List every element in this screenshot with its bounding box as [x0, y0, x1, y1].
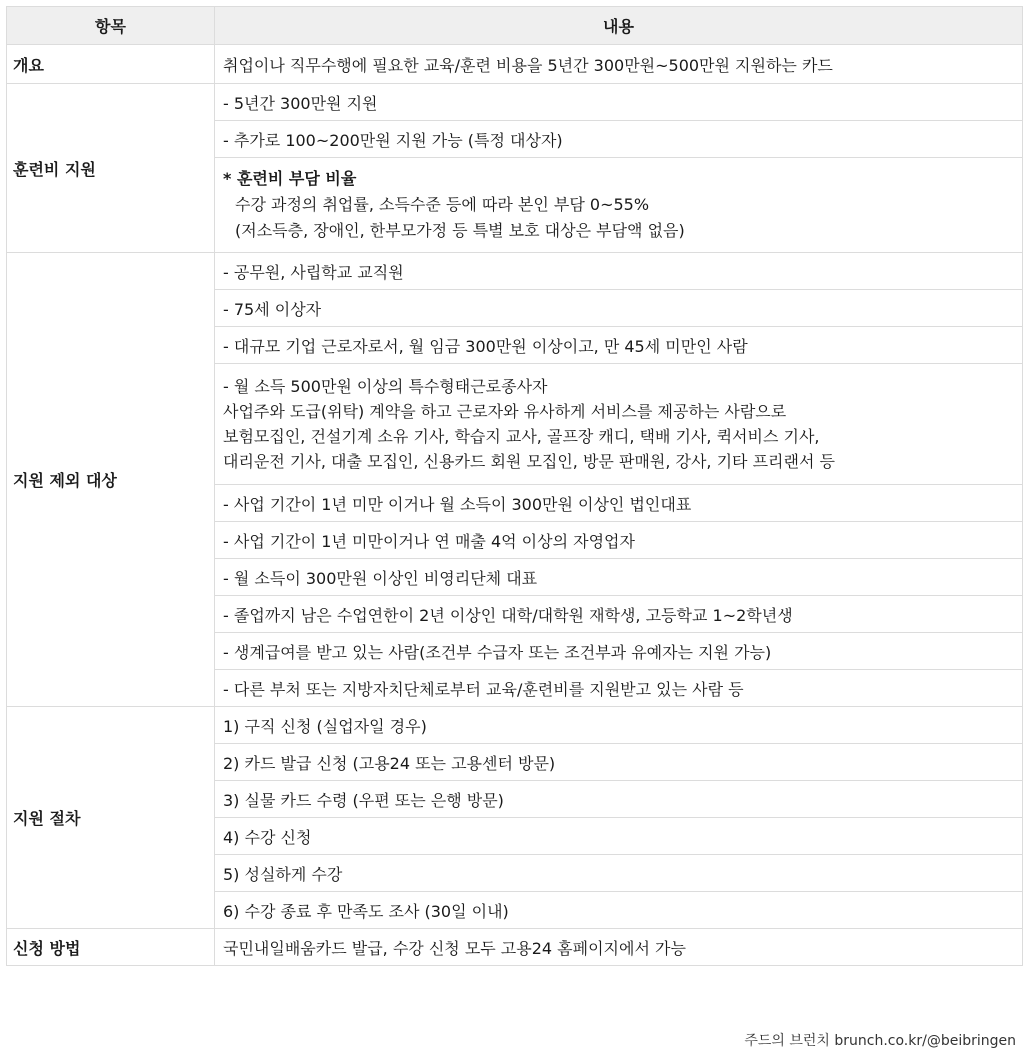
- excluded-item: - 75세 이상자: [215, 290, 1023, 327]
- category-procedure: 지원 절차: [7, 707, 215, 929]
- header-row: [7, 7, 1023, 45]
- category-training: 훈련비 지원: [7, 84, 215, 253]
- excluded-item: - 사업 기간이 1년 미만이거나 연 매출 4억 이상의 자영업자: [215, 522, 1023, 559]
- header-item: 항목: [7, 7, 215, 45]
- apply-text: 국민내일배움카드 발급, 수강 신청 모두 고용24 홈페이지에서 가능: [215, 929, 1023, 966]
- table-row: [7, 929, 1023, 966]
- excluded-item: - 대규모 기업 근로자로서, 월 임금 300만원 이상이고, 만 45세 미만인 사람: [215, 327, 1023, 364]
- excluded-item-line: 보험모집인, 건설기계 소유 기사, 학습지 교사, 골프장 캐디, 택배 기사, 퀵서비스 기사,: [223, 427, 820, 446]
- excluded-item-special: [215, 364, 1023, 485]
- procedure-step: 4) 수강 신청: [215, 818, 1023, 855]
- training-note-line: 수강 과정의 취업률, 소득수준 등에 따라 본인 부담 0~55%: [235, 195, 650, 214]
- excluded-item: - 사업 기간이 1년 미만 이거나 월 소득이 300만원 이상인 법인대표: [215, 485, 1023, 522]
- table-row: [7, 253, 1023, 290]
- training-note: [215, 158, 1023, 253]
- procedure-step: 2) 카드 발급 신청 (고용24 또는 고용센터 방문): [215, 744, 1023, 781]
- excluded-item: - 공무원, 사립학교 교직원: [215, 253, 1023, 290]
- table-row: [7, 45, 1023, 84]
- header-content: 내용: [215, 7, 1023, 45]
- procedure-step: 6) 수강 종료 후 만족도 조사 (30일 이내): [215, 892, 1023, 929]
- category-excluded: 지원 제외 대상: [7, 253, 215, 707]
- procedure-step: 3) 실물 카드 수령 (우편 또는 은행 방문): [215, 781, 1023, 818]
- training-note-line: (저소득층, 장애인, 한부모가정 등 특별 보호 대상은 부담액 없음): [235, 221, 685, 240]
- table-row: [7, 84, 1023, 121]
- training-item: - 5년간 300만원 지원: [215, 84, 1023, 121]
- training-note-title: * 훈련비 부담 비율: [223, 169, 357, 188]
- training-item: - 추가로 100~200만원 지원 가능 (특정 대상자): [215, 121, 1023, 158]
- excluded-item: - 생계급여를 받고 있는 사람(조건부 수급자 또는 조건부과 유예자는 지원 가능): [215, 633, 1023, 670]
- category-apply: 신청 방법: [7, 929, 215, 966]
- category-overview: 개요: [7, 45, 215, 84]
- excluded-item-line: 대리운전 기사, 대출 모집인, 신용카드 회원 모집인, 방문 판매원, 강사, 기타 프리랜서 등: [223, 452, 835, 471]
- excluded-item-line: - 월 소득 500만원 이상의 특수형태근로종사자: [223, 377, 548, 396]
- support-table: [6, 6, 1023, 966]
- excluded-item: - 월 소득이 300만원 이상인 비영리단체 대표: [215, 559, 1023, 596]
- table-row: [7, 707, 1023, 744]
- excluded-item-line: 사업주와 도급(위탁) 계약을 하고 근로자와 유사하게 서비스를 제공하는 사람으로: [223, 402, 787, 421]
- excluded-item: - 졸업까지 남은 수업연한이 2년 이상인 대학/대학원 재학생, 고등학교 1~2학년생: [215, 596, 1023, 633]
- procedure-step: 1) 구직 신청 (실업자일 경우): [215, 707, 1023, 744]
- excluded-item: - 다른 부처 또는 지방자치단체로부터 교육/훈련비를 지원받고 있는 사람 등: [215, 670, 1023, 707]
- procedure-step: 5) 성실하게 수강: [215, 855, 1023, 892]
- watermark: 주드의 브런치 brunch.co.kr/@beibringen: [744, 1033, 1016, 1049]
- overview-text: 취업이나 직무수행에 필요한 교육/훈련 비용을 5년간 300만원~500만원 지원하는 카드: [215, 45, 1023, 84]
